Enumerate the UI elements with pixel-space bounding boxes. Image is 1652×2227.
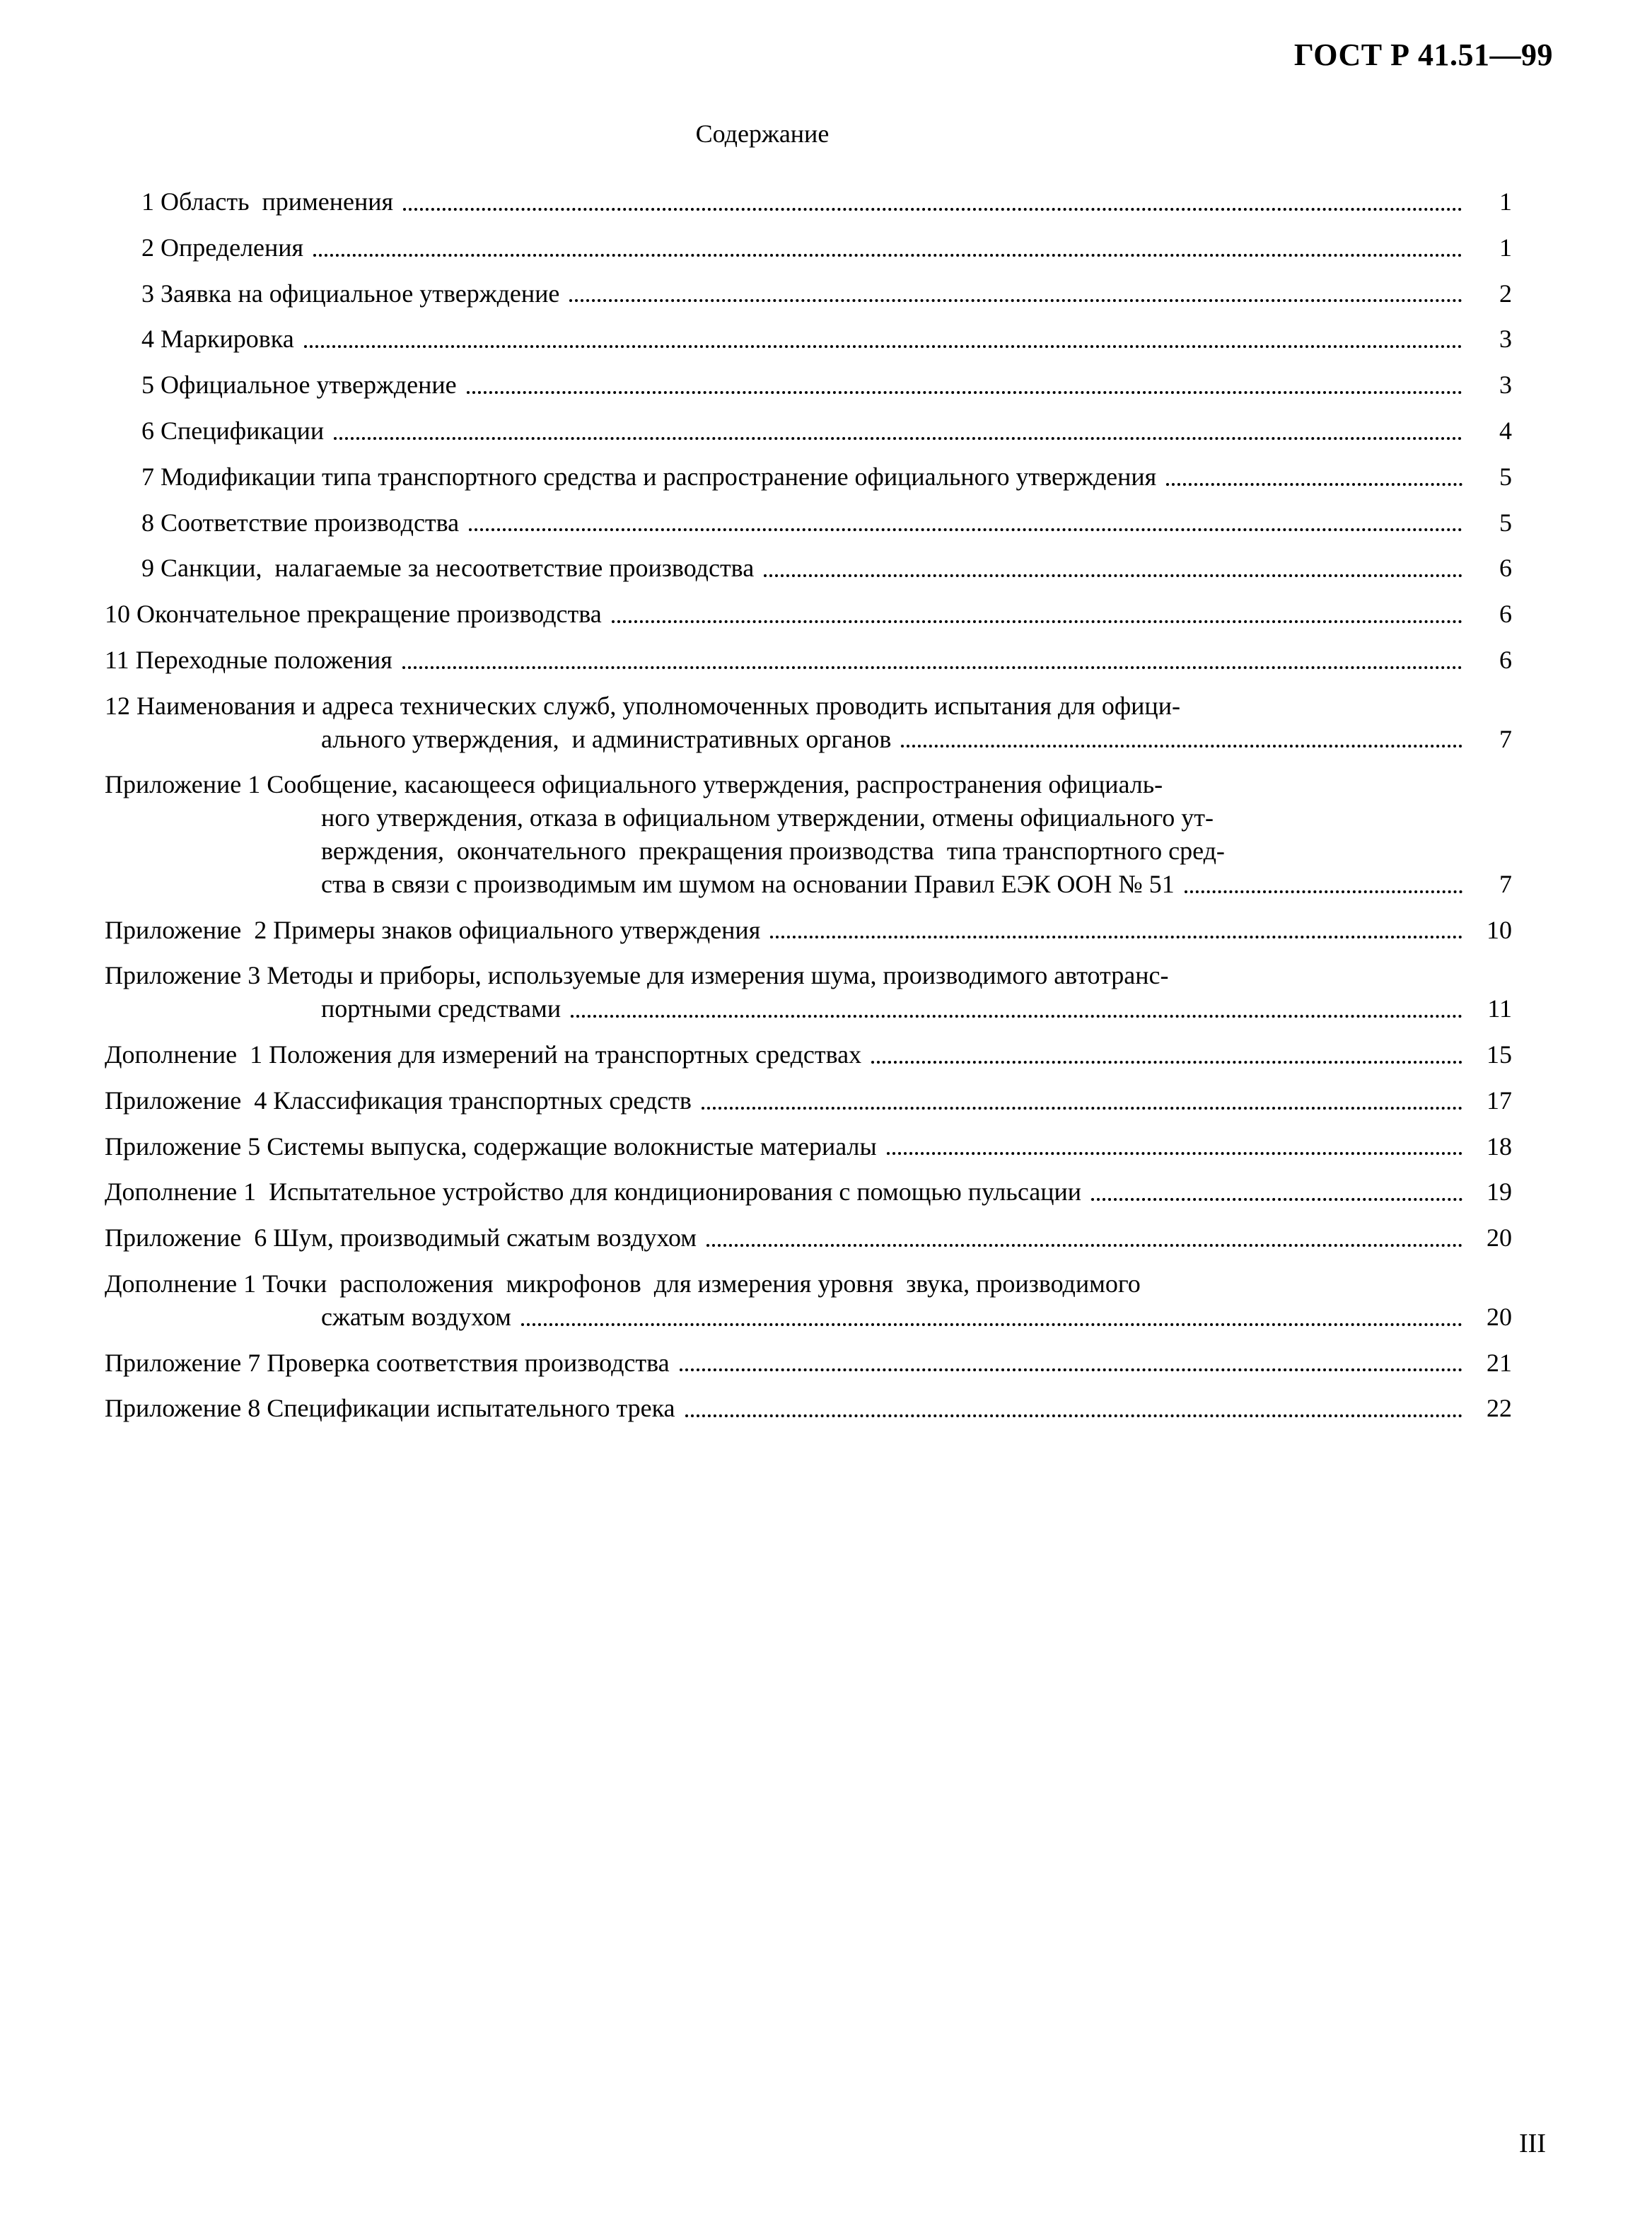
toc-entry-label: Приложение 2 Примеры знаков официального утверждения (105, 915, 761, 944)
toc-entry-label: 8 Соответствие производства (141, 508, 460, 537)
table-of-contents (105, 185, 1512, 1438)
toc-entry-label: 7 Модификации типа транспортного средства и распространение официального утверждения (141, 462, 1157, 491)
toc-page-number: 17 (1487, 1086, 1512, 1115)
toc-page-number: 20 (1487, 1223, 1512, 1252)
toc-entry-last-line (105, 868, 1512, 901)
toc-leader-dots (402, 666, 1462, 669)
toc-page-number: 20 (1487, 1302, 1512, 1331)
toc-entry-label: Приложение 7 Проверка соответствия производства (105, 1348, 670, 1377)
toc-entry[interactable] (105, 231, 1512, 264)
toc-entry[interactable] (105, 1175, 1512, 1209)
toc-entry-label: 9 Санкции, налагаемые за несоответствие производства (141, 554, 755, 583)
toc-leader-dots (569, 299, 1462, 302)
toc-leader-dots (469, 528, 1462, 531)
toc-page-number: 2 (1499, 279, 1512, 308)
toc-entry-label: 4 Маркировка (141, 325, 294, 354)
toc-leader-dots (304, 345, 1462, 348)
toc-page-number: 6 (1499, 600, 1512, 629)
toc-entry[interactable] (105, 552, 1512, 585)
toc-leader-dots (313, 254, 1462, 257)
toc-page-number: 5 (1499, 508, 1512, 537)
toc-page-number: 3 (1499, 325, 1512, 354)
toc-entry-label: 1 Область применения (141, 187, 394, 216)
toc-entry[interactable] (105, 460, 1512, 494)
toc-page-number: 1 (1499, 187, 1512, 216)
toc-entry[interactable] (105, 277, 1512, 310)
toc-entry-label: 2 Определения (141, 233, 304, 262)
toc-page-number: 6 (1499, 554, 1512, 583)
toc-entry-label: Приложение 8 Спецификации испытательного трека (105, 1394, 675, 1423)
toc-entry[interactable] (105, 322, 1512, 356)
toc-leader-dots (706, 1244, 1462, 1247)
toc-entry-label: Приложение 6 Шум, производимый сжатым воздухом (105, 1223, 697, 1252)
toc-page-number: 21 (1487, 1348, 1512, 1377)
toc-entry[interactable] (105, 959, 1512, 1025)
toc-leader-dots (1166, 483, 1462, 486)
toc-entry-last-line (105, 1301, 1512, 1334)
toc-entry[interactable] (105, 644, 1512, 677)
toc-page-number: 7 (1499, 724, 1512, 753)
toc-entry[interactable] (105, 1084, 1512, 1117)
toc-entry-label: Приложение 1 Сообщение, касающееся официального утверждения, распространения официаль- (105, 770, 1163, 799)
toc-leader-dots (871, 1061, 1462, 1064)
toc-leader-dots (521, 1323, 1462, 1326)
toc-page-number: 15 (1487, 1040, 1512, 1069)
toc-entry[interactable] (105, 1347, 1512, 1380)
toc-leader-dots (1091, 1198, 1462, 1201)
toc-page-number: 1 (1499, 233, 1512, 262)
toc-page-number: 22 (1487, 1394, 1512, 1423)
document-header: ГОСТ Р 41.51—99 (1293, 37, 1553, 72)
toc-leader-dots (612, 620, 1462, 623)
toc-entry-label: 10 Окончательное прекращение производства (105, 600, 602, 629)
toc-leader-dots (770, 936, 1462, 938)
toc-entry-label: портными средствами (321, 994, 562, 1023)
toc-entry[interactable] (105, 1392, 1512, 1425)
toc-leader-dots (571, 1015, 1462, 1018)
toc-heading-text: Содержание (695, 120, 830, 148)
toc-entry[interactable] (105, 1221, 1512, 1255)
toc-entry[interactable] (105, 690, 1512, 756)
toc-entry-label: Дополнение 1 Точки расположения микрофонов для измерения уровня звука, производимого (105, 1269, 1141, 1298)
toc-entry-label: Дополнение 1 Положения для измерений на транспортных средствах (105, 1040, 862, 1069)
toc-leader-dots (685, 1414, 1462, 1417)
toc-entry-label: верждения, окончательного прекращения производства типа транспортного сред- (321, 836, 1225, 865)
toc-entry-label: Приложение 4 Классификация транспортных средств (105, 1086, 692, 1115)
toc-entry[interactable] (105, 368, 1512, 402)
toc-entry-label: сжатым воздухом (321, 1302, 511, 1331)
toc-leader-dots (901, 745, 1462, 748)
toc-entry-label: Приложение 5 Системы выпуска, содержащие волокнистые материалы (105, 1132, 877, 1161)
toc-page-number: 6 (1499, 645, 1512, 674)
toc-entry-label: 11 Переходные положения (105, 645, 392, 674)
toc-entry-label: Приложение 3 Методы и приборы, используемые для измерения шума, производимого автотранс- (105, 961, 1169, 990)
toc-page-number: 5 (1499, 462, 1512, 491)
toc-entry[interactable] (105, 1038, 1512, 1071)
toc-leader-dots (680, 1368, 1462, 1371)
toc-entry[interactable] (105, 598, 1512, 631)
toc-page-number: 11 (1487, 994, 1512, 1023)
toc-entry[interactable] (105, 506, 1512, 540)
toc-entry-label: 3 Заявка на официальное утверждение (141, 279, 560, 308)
toc-heading (0, 119, 1652, 149)
toc-page-number: 3 (1499, 371, 1512, 400)
toc-leader-dots (334, 437, 1462, 440)
toc-entry[interactable] (105, 185, 1512, 219)
toc-entry-label: ного утверждения, отказа в официальном утверждении, отмены официального ут- (321, 803, 1214, 832)
toc-entry-label: 5 Официальное утверждение (141, 371, 457, 400)
toc-entry-label: Дополнение 1 Испытательное устройство для кондиционирования с помощью пульсации (105, 1178, 1082, 1206)
toc-entry[interactable] (105, 414, 1512, 448)
toc-page-number: 10 (1487, 915, 1512, 944)
toc-entry-last-line (105, 723, 1512, 756)
toc-page-number: 18 (1487, 1132, 1512, 1161)
toc-entry[interactable] (105, 914, 1512, 947)
toc-entry-label: 6 Спецификации (141, 416, 325, 445)
toc-page-number: 7 (1499, 869, 1512, 898)
toc-leader-dots (764, 574, 1462, 577)
toc-leader-dots (702, 1107, 1462, 1110)
toc-leader-dots (1185, 890, 1462, 893)
toc-leader-dots (467, 391, 1462, 394)
toc-leader-dots (887, 1152, 1462, 1155)
toc-entry[interactable] (105, 768, 1512, 900)
toc-entry-last-line (105, 992, 1512, 1025)
toc-page-number: 19 (1487, 1178, 1512, 1206)
toc-entry-label: ства в связи с производимым им шумом на основании Правил ЕЭК ООН № 51 (321, 869, 1175, 898)
toc-entry[interactable] (105, 1130, 1512, 1163)
toc-entry-label: ального утверждения, и административных органов (321, 724, 892, 753)
toc-entry[interactable] (105, 1267, 1512, 1334)
toc-entry-label: 12 Наименования и адреса технических служб, уполномоченных проводить испытания для офици- (105, 691, 1180, 720)
toc-page-number: 4 (1499, 416, 1512, 445)
toc-leader-dots (403, 208, 1462, 211)
page-number: III (1519, 2129, 1546, 2158)
